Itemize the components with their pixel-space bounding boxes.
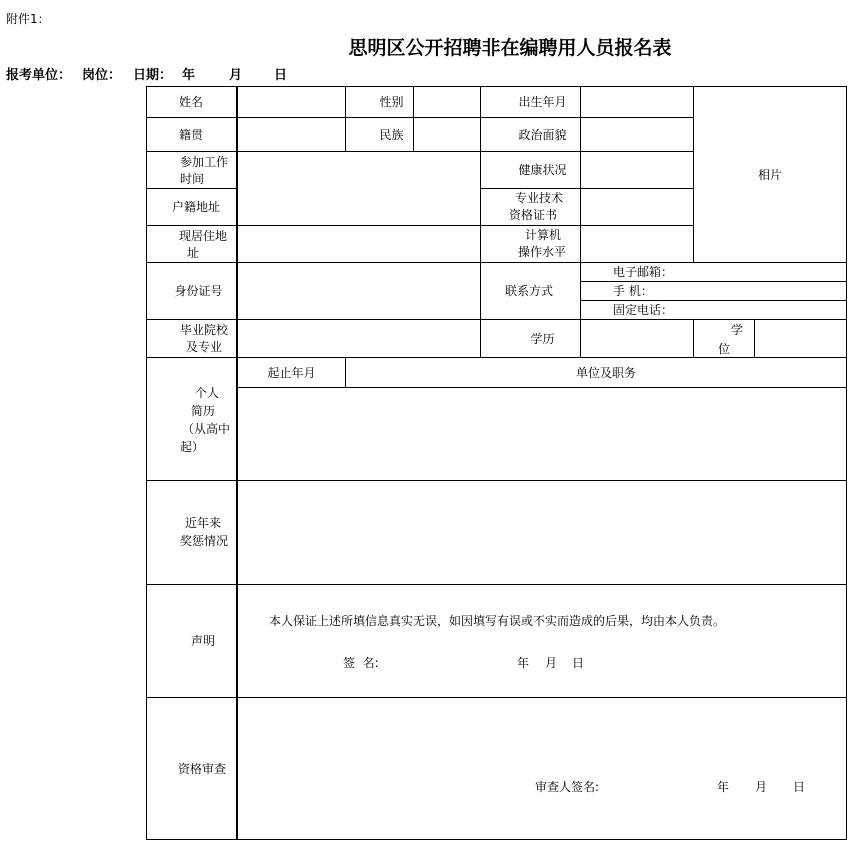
awards-field[interactable]: [238, 481, 846, 584]
label-political-status: 政治面貌: [518, 127, 567, 142]
label-cert: 专业技术: [515, 191, 564, 205]
education-field[interactable]: [581, 320, 693, 357]
label-mobile: 手 机：: [613, 284, 653, 298]
label-contact: 联系方式: [505, 284, 554, 298]
resume-field[interactable]: [238, 388, 846, 480]
review-day: 日: [793, 780, 806, 794]
label-work-start-line2: 时间: [180, 172, 205, 186]
ethnicity-field[interactable]: [414, 118, 480, 151]
label-school: 毕业院校: [180, 323, 229, 337]
computer-field[interactable]: [581, 226, 693, 262]
label-awards: 近年来: [185, 516, 222, 530]
label-resume-line4: 起）: [180, 440, 205, 454]
label-cert-line2: 资格证书: [509, 208, 558, 222]
degree-field[interactable]: [755, 320, 846, 357]
label-id-number: 身份证号: [174, 284, 223, 298]
label-review: 资格审查: [178, 762, 227, 776]
school-field[interactable]: [238, 320, 480, 357]
reviewer-sign-label: 审查人签名:: [535, 780, 600, 794]
gender-field[interactable]: [414, 87, 480, 117]
header-month-label: 月: [229, 68, 243, 83]
sign-year: 年: [517, 656, 530, 670]
label-resume-line3: （从高中: [182, 422, 231, 436]
label-current-address: 现居住地: [179, 229, 228, 243]
household-address-field[interactable]: [238, 189, 480, 225]
label-work-start: 参加工作: [180, 155, 229, 169]
label-unit-position: 单位及职务: [575, 365, 636, 380]
label-landline: 固定电话：: [613, 303, 674, 317]
review-month: 月: [755, 780, 768, 794]
cert-field[interactable]: [581, 189, 693, 225]
sign-month: 月: [545, 656, 558, 670]
page-title: 思明区公开招聘非在编聘用人员报名表: [348, 37, 672, 59]
health-field[interactable]: [581, 152, 693, 188]
sign-label: 签 名:: [343, 656, 379, 670]
label-school-line2: 及专业: [186, 340, 223, 354]
work-start-field[interactable]: [238, 152, 480, 188]
label-gender: 性别: [379, 95, 404, 109]
header-year-label: 年: [182, 68, 196, 83]
label-resume-line2: 简历: [191, 404, 216, 418]
label-native-place: 籍贯: [179, 127, 204, 142]
header-date-label: 日期：: [133, 68, 173, 83]
birth-field[interactable]: [581, 87, 693, 117]
label-degree-line2: 位: [718, 342, 731, 356]
label-awards-line2: 奖惩情况: [180, 534, 229, 548]
sign-day: 日: [572, 656, 585, 670]
review-year: 年: [717, 780, 730, 794]
id-number-field[interactable]: [238, 263, 480, 319]
current-address-field[interactable]: [238, 226, 480, 262]
label-computer-line2: 操作水平: [518, 245, 567, 259]
label-name: 姓名: [179, 95, 204, 109]
label-current-address-line2: 址: [187, 246, 200, 260]
label-health: 健康状况: [518, 163, 567, 177]
label-resume: 个人: [195, 386, 220, 400]
label-birth: 出生年月: [518, 95, 567, 109]
attachment-label: 附件1：: [6, 12, 50, 26]
header-post-label: 岗位：: [82, 68, 122, 83]
declaration-text: 本人保证上述所填信息真实无误，如因填写有误或不实而造成的后果，均由本人负责。: [269, 614, 726, 628]
label-education: 学历: [530, 331, 555, 346]
name-field[interactable]: [238, 87, 345, 117]
label-computer: 计算机: [525, 228, 562, 242]
label-household-address: 户籍地址: [172, 200, 221, 214]
label-degree: 学: [731, 323, 744, 337]
header-unit-label: 报考单位：: [6, 68, 72, 83]
political-status-field[interactable]: [581, 118, 693, 151]
label-email: 电子邮箱：: [613, 265, 674, 279]
header-day-label: 日: [274, 68, 288, 83]
native-place-field[interactable]: [238, 118, 345, 151]
label-ethnicity: 民族: [379, 127, 404, 142]
label-period: 起止年月: [267, 365, 316, 380]
label-photo: 相片: [757, 167, 782, 182]
label-declaration: 声明: [191, 634, 216, 648]
